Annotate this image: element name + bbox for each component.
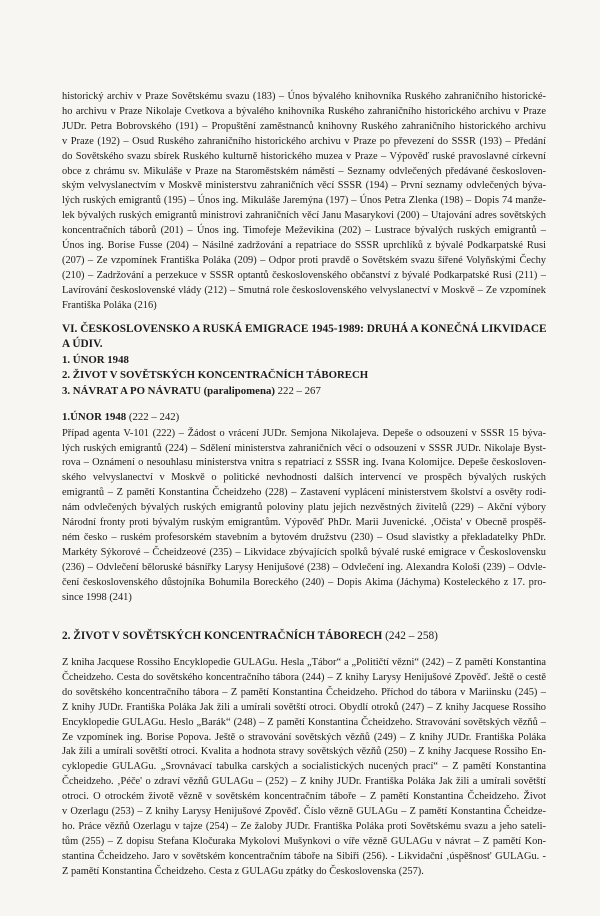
- text-line: do Sovětského svazu sbírek Ruského kulturně historického muzea v Praze – Výpověď ruské pravoslavné církevní: [62, 150, 546, 162]
- text-line: obce z chrámu sv. Mikuláše v Praze na Staroměstském náměstí – Seznamy odvlečených předávané českosloven-: [62, 165, 546, 177]
- text-line: stantina Čcheidzeho. Jaro v sovětském koncentračním táboře na Sibiři (256). - Likvidační ‚úspěšnost' GULAGu. -: [62, 850, 546, 862]
- text-line: ném česko – ruském profesorském stavebním a bytovém družstvu (230) – Osud slavistky a překladatelky PhDr.: [62, 531, 546, 543]
- text-line: Národní fronty proti bývalým ruským emigrantům. Výpověď PhDr. Marii Juvenické. ‚Očista' v Obecně prospěš-: [62, 517, 546, 529]
- text-line: Čcheidzeho. ‚Péče' o zdraví vězňů GULAGu – (252) – Z knihy JUDr. Františka Poláka Jak žili a umírali sovětští: [62, 776, 546, 788]
- text-line: koncentračních táborů (201) – Únos ing. Timofeje Meževikina (202) – Lustrace bývalých ruských emigrantů –: [62, 225, 546, 237]
- text-line: ského velvyslanectví v Moskvě o politické nevhodnosti dalších intervencí ve prospěch bývalých ruských: [62, 472, 546, 484]
- text-line: historický archiv v Praze Sovětskému svazu (183) – Únos bývalého knihovníka Ruského zahraničního historické-: [62, 91, 546, 102]
- text-line: Encyklopedie GULAGu. Heslo „Barák“ (248) – Z pamětí Konstantina Čcheidzeho. Stravování sovětských vězňů –: [62, 716, 546, 728]
- text-line: ským velvyslanectvím v Moskvě ministerstvu zahraničních věcí SSSR (194) – První seznamy odvlečených býva-: [62, 180, 546, 192]
- text-line: Z knihy JUDr. Františka Poláka Jak žili a umírali sovětští otroci. Obydlí otroků (247) – Z knihy Jacquese Rossiho: [62, 701, 546, 713]
- text-line: cyklopedie GULAGu. „Srovnávací tabulka carských a socialistických nucených prací“ – Z pamětí Konstantina: [62, 761, 546, 773]
- text-line: JUDr. Petra Bobrovského (191) – Propuštění zaměstnanců knihovny Ruského zahraničního historického archivu: [62, 120, 546, 132]
- text-line: ho archivu v Praze Nikolaje Cvetkova a bývalého knihovníka Ruského zahraničního historického archivu v Praze: [62, 105, 546, 117]
- text-line: Lavírování československé vlády (212) – Smutná role československého velvyslanectví v Moskvě – Ze vzpomínek: [62, 284, 546, 296]
- text-line: since 1998 (241): [62, 591, 132, 603]
- chapter-title-line: A ÚDIV.: [62, 338, 103, 351]
- section2-heading: 2. ŽIVOT V SOVĚTSKÝCH KONCENTRAČNÍCH TÁBORECH (242 – 258): [62, 630, 438, 643]
- toc-item: 3. NÁVRAT A PO NÁVRATU (paralipomena) 222 – 267: [62, 384, 321, 397]
- intro-paragraph: [62, 90, 546, 314]
- text-line: tům (255) – Z dopisu Stefana Kločuraka Mykolovi Mušynkovi o víře vězně GULAGu v návrat – Z pamětí Kon-: [62, 835, 546, 847]
- section1-heading: 1.ÚNOR 1948 (222 – 242): [62, 411, 180, 424]
- text-line: nám odvlečených bývalých ruských emigrantů poloviny platu jejich nezvěstných živitelů (229) – Akční výbory: [62, 502, 546, 514]
- section1: [62, 410, 546, 605]
- text-line: Františka Poláka (216): [62, 299, 157, 311]
- text-line: emigrantů – Z pamětí Konstantina Čcheidzeho (228) – Zastavení vyplácení ministerstvem školství a osvěty rodi-: [62, 487, 546, 499]
- text-line: Případ agenta V-101 (222) – Žádost o vrácení JUDr. Semjona Nikolajeva. Depeše o odsouzení v SSSR 15 býva-: [62, 427, 546, 439]
- text-line: (207) – Ze vzpomínek Františka Poláka (209) – Odpor proti pravdě o Sovětském svazu šířené Volyňskými Čechy: [62, 254, 546, 266]
- page-content: [62, 90, 546, 880]
- text-line: otroci. O otrockém životě vězně v sovětském koncentračním táboře – Z pamětí Konstantina Čcheidzeho. Život: [62, 791, 546, 803]
- text-line: Ze vzpomínek ing. Borise Popova. Ještě o stravování sovětských vězňů (249) – Z knihy JUDr. Františka Poláka: [62, 731, 546, 743]
- section2: [62, 629, 546, 879]
- text-line: Markéty Sýkorové – Čcheidzeové (235) – Likvidace zbývajících spolků bývalé ruské emigrace v Československu: [62, 546, 546, 558]
- text-line: do sovětského koncentračního tábora – Z pamětí Konstantina Čcheidzeho. Příchod do tábora v Mariinsku (245) –: [62, 686, 546, 698]
- text-line: lek bývalých ruských emigrantů ministrovi zahraničních věcí Janu Masarykovi (200) – Utajování adres sovětských: [62, 210, 546, 222]
- text-line: Jak žili a umírali sovětští otroci. Kvalita a hodnota stravy sovětských vězňů (250) – Z knihy Jacquese Rossiho En-: [62, 746, 546, 758]
- text-line: (210) – Zadržování a perzekuce v SSSR optantů československého občanství z bývalé Podkarpatské Rusi (211) –: [62, 269, 546, 281]
- text-line: čení československého důstojníka Bohumila Boreckého (240) – Dopis Akima (Jáchyma) Kosteleckého z 17. pro-: [62, 576, 546, 588]
- text-line: Z kniha Jacquese Rossiho Encyklopedie GULAGu. Hesla „Tábor“ a „Političtí vězni“ (242) – Z pamětí Konstantina: [62, 656, 546, 668]
- text-line: ho. Práce vězňů Ozerlagu v tajze (254) – Ze žaloby JUDr. Františka Poláka proti Sovětskému svazu a jeho sateli-: [62, 820, 546, 832]
- text-line: lých ruských emigrantů (224) – Sdělení ministerstva zahraničních věcí o odsouzení v SSSR JUDr. Nikolaje Byst-: [62, 442, 546, 454]
- chapter-title-line: VI. ČESKOSLOVENSKO A RUSKÁ EMIGRACE 1945-1989: DRUHÁ A KONEČNÁ LIKVIDACE: [62, 322, 547, 335]
- text-line: Únos ing. Borise Fusse (204) – Násilné zadržování a repatriace do SSSR uprchlíků z bývalé Podkarpatské Rusi: [62, 240, 546, 252]
- section1-body: [62, 427, 546, 606]
- text-line: rova – Oznámení o nesouhlasu ministerstva vnitra s repatriací z SSSR ing. Ivana Kolomijce. Depeše českosloven-: [62, 457, 546, 469]
- text-line: lých ruských emigrantů (195) – Únos ing. Mikuláše Jaremýna (197) – Únos Petra Zlenka (198) – Dopis 74 manže-: [62, 195, 546, 207]
- text-line: v Ozerlagu (253) – Z knihy Larysy Henijušové Zpověď. Číslo vězně GULAGu – Z pamětí Konstantina Čcheidze-: [62, 806, 546, 818]
- toc-item: 1. ÚNOR 1948: [62, 353, 129, 366]
- text-line: v Praze (192) – Osud Ruského zahraničního historického archivu v Praze po převezení do SSSR (193) – Předání: [62, 135, 546, 147]
- text-line: Z pamětí Konstantina Čcheidzeho. Cesta z GULAGu zpátky do Československa (257).: [62, 865, 424, 877]
- text-line: Čcheidzeho. Cesta do sovětského koncentračního tábora (244) – Z knihy Larysy Henijušové Zpověď. Ještě o cestě: [62, 671, 546, 683]
- section2-body: [62, 656, 546, 880]
- toc-item: 2. ŽIVOT V SOVĚTSKÝCH KONCENTRAČNÍCH TÁBORECH: [62, 369, 369, 382]
- text-line: (236) – Odvlečení běloruské básnířky Larysy Henijušové (238) – Odvlečení ing. Alexandra Kološi (239) – Odvle-: [62, 561, 546, 573]
- chapter-heading: [62, 322, 546, 400]
